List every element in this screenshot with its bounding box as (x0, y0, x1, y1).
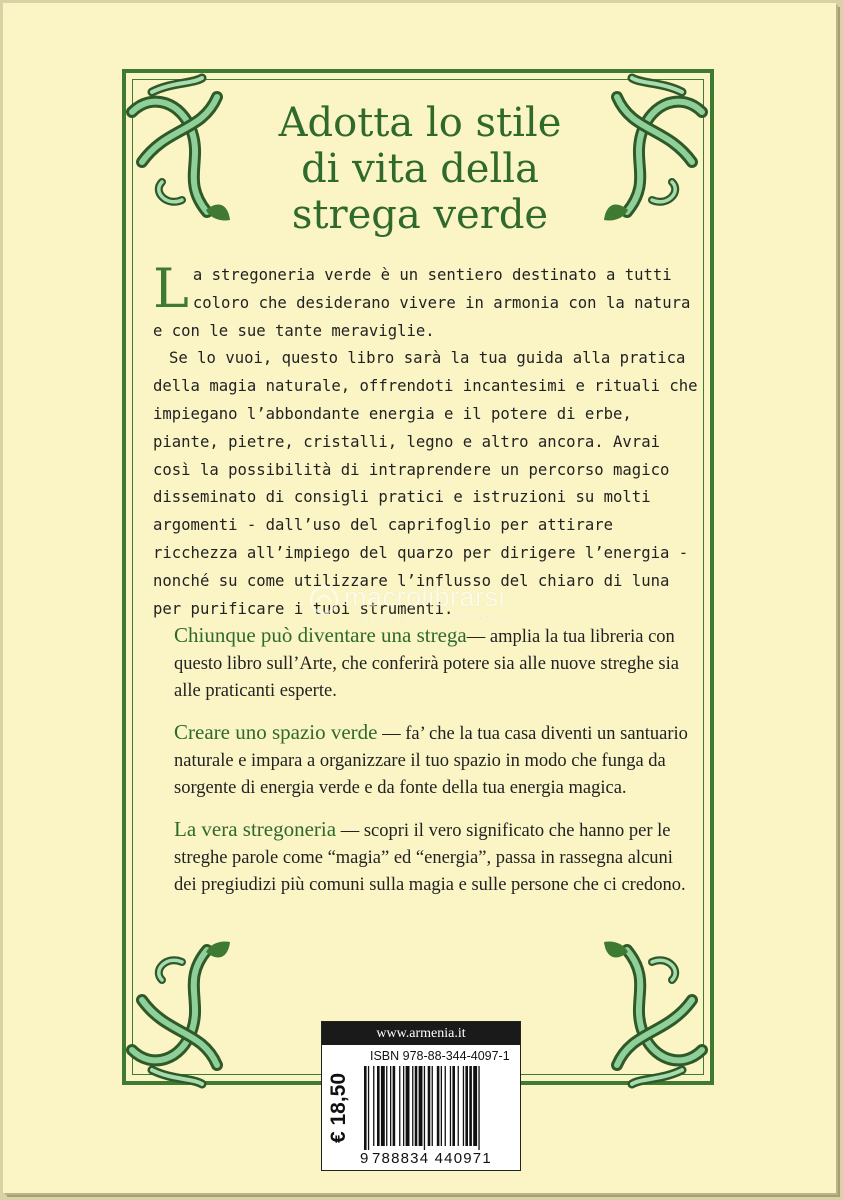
isbn-text: ISBN 978-88-344-4097-1 (370, 1049, 510, 1063)
barcode-bar (458, 1066, 459, 1146)
feature-item (174, 622, 694, 705)
vine-knot-icon (600, 72, 712, 222)
barcode-bar (473, 1066, 477, 1146)
vine-knot-icon (600, 940, 712, 1090)
intro-paragraph-2: Se lo vuoi, questo libro sarà la tua guida alla pratica della magia naturale, offrendoti incantesimi e rituali che impiegano l’abbondante energia e il potere di erbe, piante, pietre, cristalli, legno e altro ancora. Avrai così la possibilità di intraprendere un percorso magico disseminato di consigli pratici e istruzioni su molti argomenti - dall’uso del caprifoglio per attirare ricchezza all’impiego del quarzo per dirigere l’energia - nonché su come utilizzare l’influsso del chiaro di luna per purificare i tuoi strumenti. (153, 349, 698, 618)
watermark-tagline: ALTERNATIVA NATURALE (358, 613, 517, 623)
intro-text (153, 257, 698, 623)
barcode-bar (419, 1066, 423, 1146)
intro-paragraph-1 (153, 257, 698, 345)
price-text: € 18,50 (327, 1072, 350, 1144)
feature-list (174, 622, 694, 913)
barcode-bar (478, 1066, 479, 1150)
watermark-name: macrolibrarsi (344, 582, 506, 612)
barcode-bar (399, 1066, 400, 1146)
barcode-bar (463, 1066, 464, 1146)
barcode-bar (377, 1066, 380, 1146)
barcode-bar (437, 1066, 440, 1146)
drop-cap: L (153, 257, 189, 320)
barcode-bar (386, 1066, 387, 1146)
feature-item (174, 719, 694, 802)
barcode-bar (390, 1066, 391, 1146)
barcode-bar (450, 1066, 451, 1146)
barcode-bar (465, 1066, 468, 1146)
cover-title (235, 100, 605, 238)
vine-knot-icon (122, 940, 234, 1090)
title-line-3: strega verde (291, 192, 549, 238)
title-line-1: Adotta lo stile (278, 100, 562, 146)
feature-text: — fa’ che la tua casa diventi un santuario naturale e impara a organizzare il tuo spazio in modo che funga da sorgente di energia verde e da fonte della tua energia magica. (174, 724, 688, 798)
publisher-website: www.armenia.it (322, 1022, 520, 1045)
barcode-bar (412, 1066, 413, 1146)
vine-knot-icon (122, 72, 234, 222)
macrolibrarsi-logo-icon (308, 584, 340, 616)
barcode-bar (452, 1066, 455, 1146)
barcode-box (321, 1021, 521, 1171)
barcode-bar (403, 1066, 404, 1146)
feature-lead: La vera stregoneria (174, 817, 337, 841)
title-line-2: di vita della (301, 146, 539, 192)
barcode-bar (428, 1066, 431, 1146)
feature-lead: Creare uno spazio verde (174, 720, 378, 744)
ean-digits: 788834 440971 (372, 1150, 492, 1167)
barcode-bar (406, 1066, 410, 1146)
barcode-bar (469, 1066, 472, 1146)
feature-text: — amplia la tua libreria con questo libro sull’Arte, che conferirà potere sia alle nuove streghe sia alle praticanti esperte. (174, 627, 679, 701)
intro-paragraph-1-text: a stregoneria verde è un sentiero destinato a tutti coloro che desiderano vivere in armonia con la natura e con le sue tante meraviglie. (153, 266, 691, 340)
barcode-bar (445, 1066, 446, 1146)
feature-item (174, 816, 694, 899)
ean-first-digit: 9 (360, 1150, 370, 1167)
barcode-bar (381, 1066, 385, 1146)
barcode-icon (360, 1066, 518, 1150)
feature-lead: Chiunque può diventare una strega (174, 623, 467, 647)
barcode-bar (424, 1066, 425, 1150)
barcode-bar (415, 1066, 418, 1146)
barcode-bar (368, 1066, 369, 1150)
price-label (324, 1047, 354, 1169)
macrolibrarsi-watermark (308, 582, 608, 626)
barcode-bar (373, 1066, 374, 1146)
barcode-bar (364, 1066, 367, 1150)
barcode-bar (441, 1066, 442, 1146)
barcode-bar (432, 1066, 433, 1146)
feature-text: — scopri il vero significato che hanno per le streghe parole come “magia” ed “energia”, passa in rassegna alcuni dei pregiudizi più comuni sulla magia e sulle persone che ci credono. (174, 821, 686, 895)
barcode-bar (393, 1066, 396, 1146)
